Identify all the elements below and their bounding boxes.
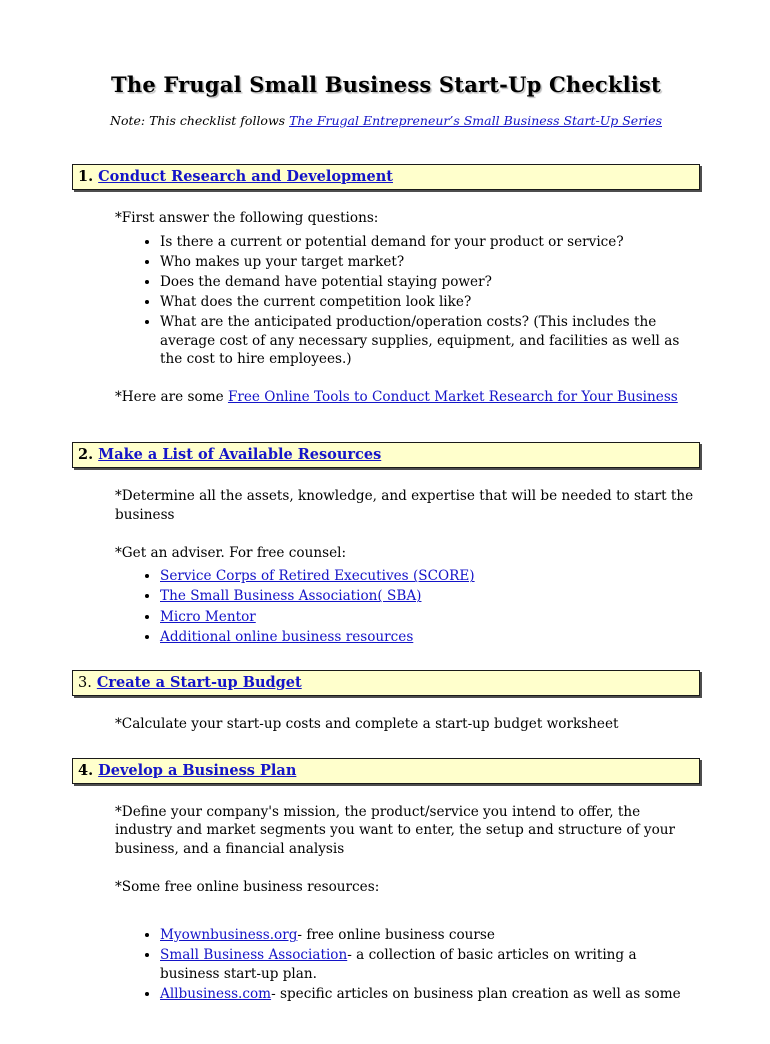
sba-link[interactable]: The Small Business Association( SBA) xyxy=(160,588,422,605)
section-4-para-2: *Some free online business resources: xyxy=(115,878,380,895)
micro-mentor-link[interactable]: Micro Mentor xyxy=(160,608,256,625)
section-3-para-1: *Calculate your start-up costs and complete a start-up budget worksheet xyxy=(115,716,619,733)
section-1-number: 1. xyxy=(78,168,94,185)
section-2-header xyxy=(72,442,700,468)
section-3-title-link[interactable]: Create a Start-up Budget xyxy=(96,674,302,692)
bullet-text: - a collection of basic articles on writing a business start-up plan. xyxy=(160,947,637,983)
bullet-item xyxy=(160,608,700,627)
section-4-number: 4. xyxy=(78,761,94,779)
allbusiness-link[interactable]: Allbusiness.com xyxy=(160,986,272,1003)
section-2-number: 2. xyxy=(78,446,94,464)
bullet-item xyxy=(160,567,700,586)
bullet-item xyxy=(160,628,700,647)
bullet-item xyxy=(160,926,700,945)
series-link[interactable]: The Frugal Entrepreneur’s Small Business Start-Up Series xyxy=(289,113,662,128)
footer-text: *Here are some xyxy=(115,388,228,405)
bullet-item xyxy=(160,985,700,1004)
bullet-item: • Does the demand have potential staying power? xyxy=(160,273,700,292)
note-line xyxy=(72,113,700,128)
section-2-para-1: *Determine all the assets, knowledge, and expertise that will be needed to start the business xyxy=(115,488,694,524)
section-4-title-link[interactable]: Develop a Business Plan xyxy=(98,761,297,779)
bullet-item: • What does the current competition look like? xyxy=(160,293,700,312)
section-3-header xyxy=(72,670,700,696)
section-1-body xyxy=(72,209,700,406)
section-1-footer xyxy=(115,388,700,407)
bullet-item: • Who makes up your target market? xyxy=(160,253,700,272)
section-1-title-link[interactable]: Conduct Research and Development xyxy=(98,168,393,185)
market-research-tools-link[interactable]: Free Online Tools to Conduct Market Research for Your Business xyxy=(227,388,678,405)
myownbusiness-link[interactable]: Myownbusiness.org xyxy=(160,927,298,944)
bullet-text: - free online business course xyxy=(297,927,495,944)
section-2-title-link[interactable]: Make a List of Available Resources xyxy=(98,446,382,464)
additional-resources-link[interactable]: Additional online business resources xyxy=(160,628,414,645)
section-4-header xyxy=(72,758,700,784)
section-4-para-1: *Define your company's mission, the product/service you intend to offer, the industry and market segments you want to enter, the setup and structure of your business, and a financial analysis xyxy=(115,803,676,858)
section-2-body xyxy=(72,487,700,646)
bullet-item: • What are the anticipated production/operation costs? (This includes the average cost of any necessary supplies, equipment, and facilities as well as the cost to hire employees.) xyxy=(160,313,700,369)
score-link[interactable]: Service Corps of Retired Executives (SCORE) xyxy=(160,568,475,585)
section-1-header xyxy=(72,164,700,190)
section-4-body xyxy=(72,803,700,1004)
section-2-para-2: *Get an adviser. For free counsel: xyxy=(115,544,347,561)
bullet-item xyxy=(160,946,700,983)
note-text: Note: This checklist follows xyxy=(110,113,290,128)
section-2-link-list xyxy=(115,567,700,646)
section-3-number: 3. xyxy=(78,675,92,692)
section-4-bullet-list xyxy=(115,926,700,1003)
bullet-text: - specific articles on business plan creation as well as some xyxy=(271,986,681,1003)
bullet-item xyxy=(160,587,700,606)
section-1-intro: *First answer the following questions: xyxy=(115,210,379,226)
section-3-body xyxy=(72,715,700,734)
document-title: The Frugal Small Business Start-Up Checklist xyxy=(111,72,661,97)
section-1-bullet-list xyxy=(115,233,700,369)
bullet-item: • Is there a current or potential demand for your product or service? xyxy=(160,233,700,252)
small-business-association-link[interactable]: Small Business Association xyxy=(160,947,348,964)
